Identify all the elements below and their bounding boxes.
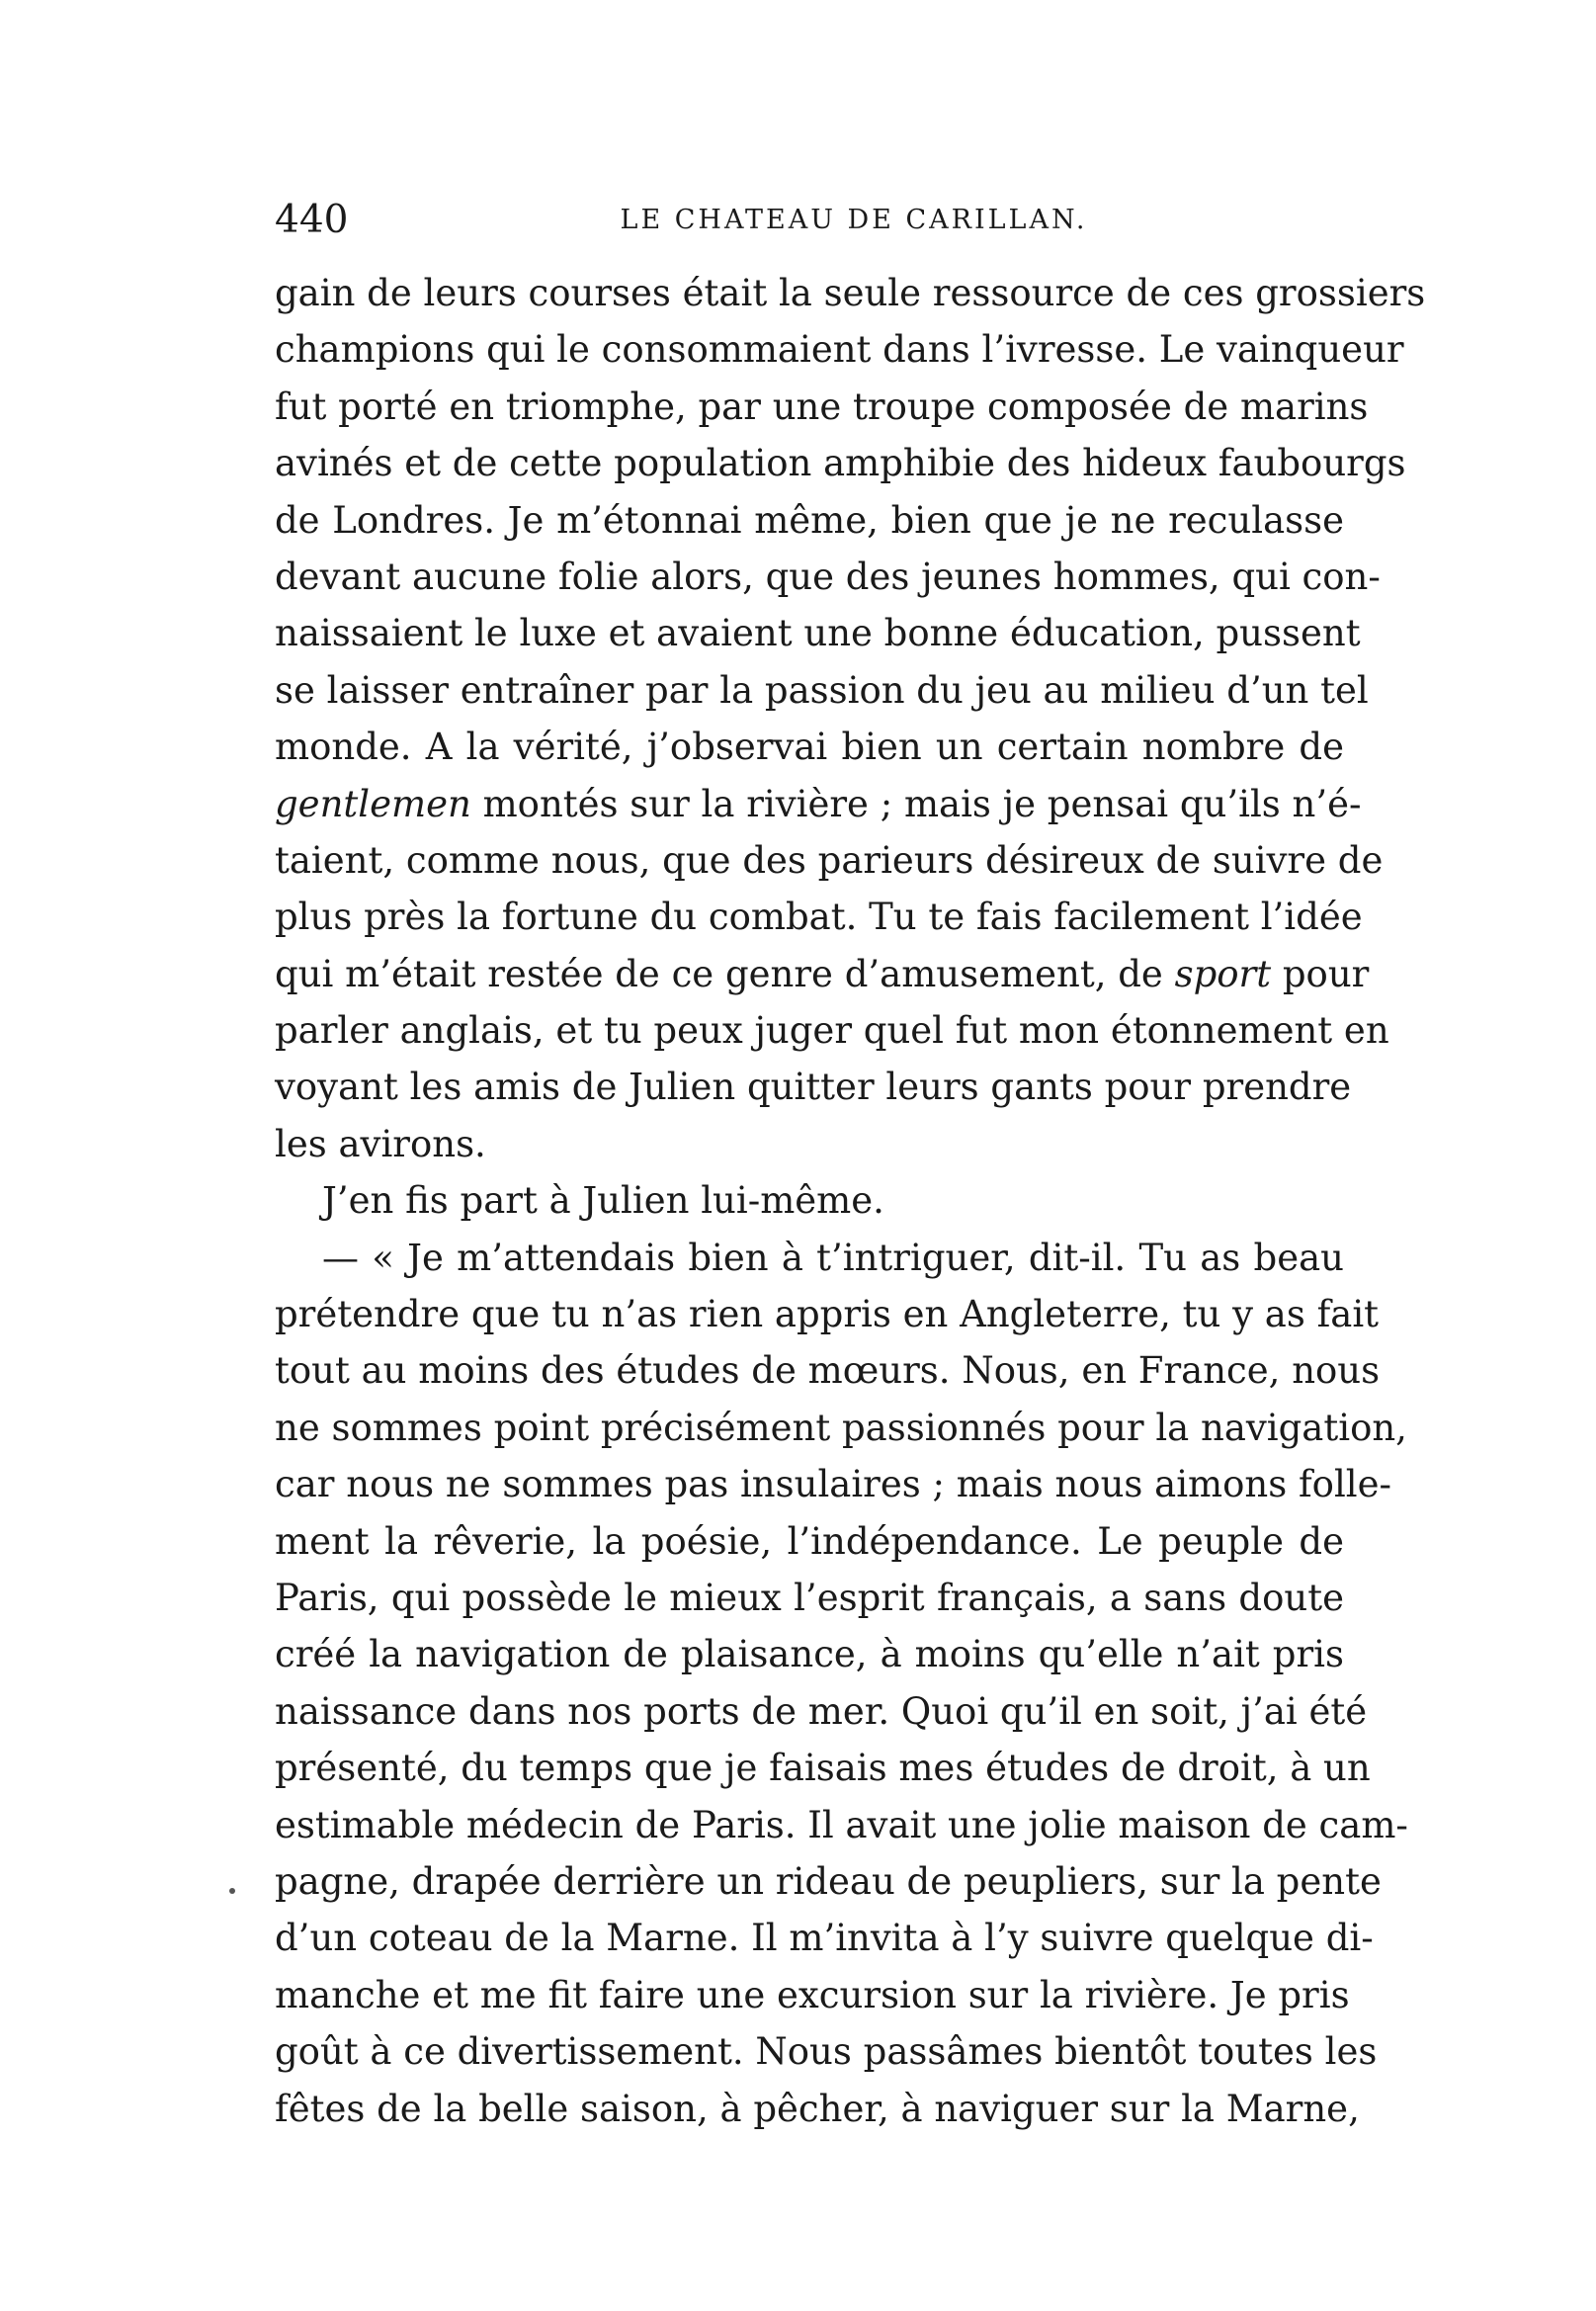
text-line: ne sommes point précisément passionnés pour la navigation, xyxy=(275,1406,1407,1449)
text-line: devant aucune folie alors, que des jeunes hommes, qui con- xyxy=(275,555,1381,598)
text-line: voyant les amis de Julien quitter leurs gants pour prendre xyxy=(275,1066,1352,1109)
text-line: avinés et de cette population amphibie des hideux faubourgs xyxy=(275,442,1406,485)
text-line: J’en fis part à Julien lui-même. xyxy=(322,1179,884,1223)
body-text xyxy=(275,265,1426,2137)
text-line: tout au moins des études de mœurs. Nous, en France, nous xyxy=(275,1349,1381,1393)
page-number: 440 xyxy=(275,198,349,242)
text-line: goût à ce divertissement. Nous passâmes bientôt toutes les xyxy=(275,2030,1378,2074)
text-line xyxy=(275,946,1370,1002)
text-line: taient, comme nous, que des parieurs désireux de suivre de xyxy=(275,838,1384,882)
text-line: prétendre que tu n’as rien appris en Angleterre, tu y as fait xyxy=(275,1293,1380,1336)
text-line: manche et me fit faire une excursion sur la rivière. Je pris xyxy=(275,1973,1350,2016)
text-line: naissaient le luxe et avaient une bonne éducation, pussent xyxy=(275,612,1361,655)
text-line xyxy=(275,776,1362,832)
text-span: montés sur la rivière ; mais je pensai qu’ils n’é- xyxy=(470,782,1362,825)
text-line: ment la rêverie, la poésie, l’indépendance. Le peuple de xyxy=(275,1519,1344,1563)
text-line: — « Je m’attendais bien à t’intriguer, dit-il. Tu as beau xyxy=(322,1236,1344,1279)
text-line: présenté, du temps que je faisais mes études de droit, à un xyxy=(275,1747,1371,1790)
text-line: de Londres. Je m’étonnai même, bien que je ne reculasse xyxy=(275,498,1344,542)
text-line: parler anglais, et tu peux juger quel fut mon étonnement en xyxy=(275,1009,1389,1053)
text-line: estimable médecin de Paris. Il avait une jolie maison de cam- xyxy=(275,1803,1408,1846)
text-line: champions qui le consommaient dans l’ivresse. Le vainqueur xyxy=(275,328,1404,372)
text-line: gain de leurs courses était la seule ressource de ces grossiers xyxy=(275,272,1426,314)
text-line: car nous ne sommes pas insulaires ; mais nous aimons folle- xyxy=(275,1463,1392,1506)
text-span: pour xyxy=(1271,952,1370,995)
text-line: les avirons. xyxy=(275,1122,486,1165)
text-line: fut porté en triomphe, par une troupe composée de marins xyxy=(275,385,1369,428)
text-line: d’un coteau de la Marne. Il m’invita à l’y suivre quelque di- xyxy=(275,1917,1374,1960)
text-line: fêtes de la belle saison, à pêcher, à naviguer sur la Marne, xyxy=(275,2087,1360,2130)
text-line: naissance dans nos ports de mer. Quoi qu’il en soit, j’ai été xyxy=(275,1689,1368,1733)
text-line: Paris, qui possède le mieux l’esprit français, a sans doute xyxy=(275,1576,1344,1619)
text-line: plus près la fortune du combat. Tu te fais facilement l’idée xyxy=(275,896,1363,939)
text-line: se laisser entraîner par la passion du jeu au milieu d’un tel xyxy=(275,668,1369,712)
running-title: LE CHATEAU DE CARILLAN. xyxy=(620,205,1088,235)
text-line: pagne, drapée derrière un rideau de peupliers, sur la pente xyxy=(275,1859,1382,1903)
margin-speck xyxy=(229,1888,235,1894)
italic-word: gentlemen xyxy=(275,782,471,825)
italic-word: sport xyxy=(1174,952,1272,995)
text-line: monde. A la vérité, j’observai bien un certain nombre de xyxy=(275,726,1344,769)
text-line: créé la navigation de plaisance, à moins qu’elle n’ait pris xyxy=(275,1633,1344,1676)
text-span: qui m’était restée de ce genre d’amusement, de xyxy=(275,952,1175,995)
page-header xyxy=(275,196,1344,245)
